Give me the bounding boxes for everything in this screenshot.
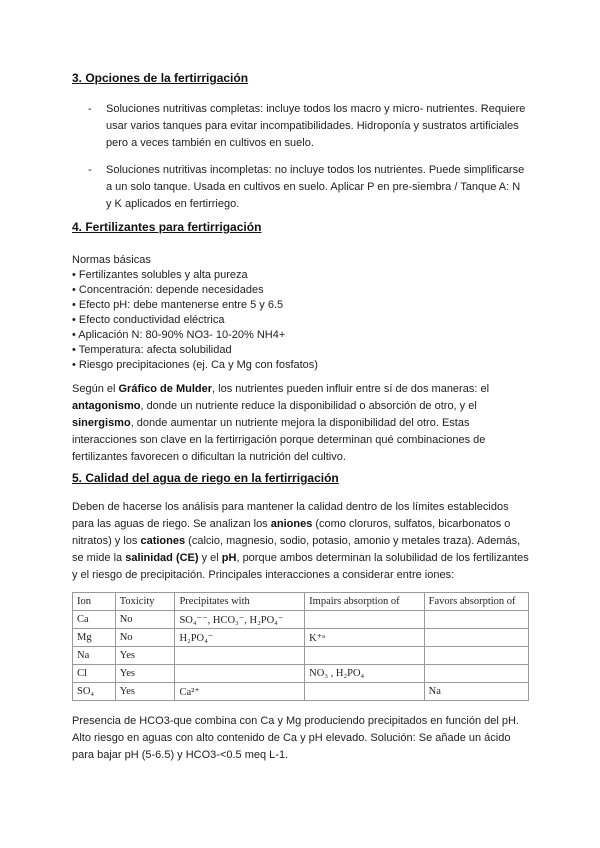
basic-rules-title: Normas básicas bbox=[72, 254, 151, 266]
column-header: Favors absorption of bbox=[424, 593, 528, 611]
list-item: • Temperatura: afecta solubilidad bbox=[72, 344, 232, 356]
column-header: Precipitates with bbox=[175, 593, 305, 611]
table-cell: Ca bbox=[73, 611, 116, 629]
table-cell: Na bbox=[73, 647, 116, 665]
bold-term: salinidad (CE) bbox=[125, 552, 199, 564]
column-header: Impairs absorption of bbox=[305, 593, 424, 611]
section4-heading: 4. Fertilizantes para fertirrigación bbox=[72, 220, 262, 234]
table-cell: No bbox=[115, 629, 175, 647]
table-cell bbox=[424, 647, 528, 665]
bold-term: sinergismo bbox=[72, 417, 131, 429]
bold-term: antagonismo bbox=[72, 400, 141, 412]
table-row bbox=[73, 647, 529, 665]
text-run: , porque ambos determinan la solubilidad de los fertilizantes y el riesgo de precipitación. Principales interacciones a considerar entre iones: bbox=[72, 552, 529, 581]
text-run: , donde aumentar un nutriente mejora la disponibilidad del otro. Estas interacciones son clave en la fertirrigación porque determinan qué combinaciones de fertilizantes favorecen o dificultan la nutrición del cultivo. bbox=[72, 417, 486, 463]
table-cell: Mg bbox=[73, 629, 116, 647]
table-cell: K⁺ᵃ bbox=[305, 629, 424, 647]
water-quality-paragraph bbox=[72, 499, 532, 584]
table-cell: No bbox=[115, 611, 175, 629]
table-cell: SO₄ bbox=[73, 683, 116, 701]
table-cell: Yes bbox=[115, 683, 175, 701]
bicarbonate-paragraph: Presencia de HCO3-que combina con Ca y Mg produciendo precipitados en función del pH. Alto riesgo en aguas con alto contenido de Ca y pH elevado. Solución: Se añade un ácido para bajar pH (5-6.5) y HCO3-<0.5 meq L-1. bbox=[72, 715, 519, 761]
text-run: Deben de hacerse los análisis para mantener la calidad dentro de los límites establecidos para las aguas de riego. Se analizan los bbox=[72, 501, 509, 530]
section3-item-text: Soluciones nutritivas completas: incluye todos los macro y micro- nutrientes. Requiere usar varios tanques para evitar incompatibilidades. Hidroponía y sustratos artificiales pero a veces también en cultivos en suelo. bbox=[106, 103, 526, 149]
bold-term: Gráfico de Mulder bbox=[118, 383, 213, 395]
text-run: , donde un nutriente reduce la disponibilidad o absorción de otro, y el bbox=[140, 400, 477, 412]
mulder-paragraph bbox=[72, 381, 532, 466]
table-cell: Yes bbox=[115, 647, 175, 665]
table-cell: H₂PO₄⁻ bbox=[175, 629, 305, 647]
section5-heading: 5. Calidad del agua de riego en la fertirrigación bbox=[72, 471, 339, 485]
list-item: • Concentración: depende necesidades bbox=[72, 284, 264, 296]
table-cell: Cl bbox=[73, 665, 116, 683]
table-row bbox=[73, 665, 529, 683]
basic-rules-list bbox=[72, 253, 318, 373]
list-item: • Riesgo precipitaciones (ej. Ca y Mg con fosfatos) bbox=[72, 359, 318, 371]
text-run: Según el bbox=[72, 383, 119, 395]
bold-term: cationes bbox=[140, 535, 186, 547]
column-header: Toxicity bbox=[115, 593, 175, 611]
list-item: • Efecto conductividad eléctrica bbox=[72, 314, 225, 326]
ion-interactions-table bbox=[72, 592, 529, 701]
text-run: y el bbox=[198, 552, 222, 564]
section3-item-incomplete bbox=[88, 162, 528, 213]
table-cell bbox=[305, 611, 424, 629]
section3-item-text: Soluciones nutritivas incompletas: no incluye todos los nutrientes. Puede simplificarse a un solo tanque. Usada en cultivos en suelo. Aplicar P en pre-siembra / Tanque A: N y K aplicados en fertirriego. bbox=[106, 164, 525, 210]
bold-term: aniones bbox=[270, 518, 313, 530]
table-cell bbox=[175, 647, 305, 665]
dash-marker: - bbox=[88, 164, 92, 176]
table-row bbox=[73, 683, 529, 701]
list-item: • Aplicación N: 80-90% NO3- 10-20% NH4+ bbox=[72, 329, 286, 341]
column-header: Ion bbox=[73, 593, 116, 611]
table-cell: SO₄⁻⁻, HCO₃⁻, H₂PO₄⁻ bbox=[175, 611, 305, 629]
table-cell: Na bbox=[424, 683, 528, 701]
table-cell: Yes bbox=[115, 665, 175, 683]
table-row bbox=[73, 629, 529, 647]
table-cell bbox=[424, 665, 528, 683]
text-run: , los nutrientes pueden influir entre sí de dos maneras: el bbox=[212, 383, 490, 395]
table-cell bbox=[305, 683, 424, 701]
table-cell: Ca²⁺ bbox=[175, 683, 305, 701]
table-cell: NO₃ , H₂PO₄ bbox=[305, 665, 424, 683]
list-item: • Fertilizantes solubles y alta pureza bbox=[72, 269, 248, 281]
bold-term: pH bbox=[221, 552, 237, 564]
list-item: • Efecto pH: debe mantenerse entre 5 y 6.5 bbox=[72, 299, 284, 311]
text-run: (como cloruros, sulfatos, bicarbonatos o nitratos) y los bbox=[72, 518, 511, 547]
table-cell bbox=[305, 647, 424, 665]
dash-marker: - bbox=[88, 103, 92, 115]
table-cell bbox=[424, 629, 528, 647]
section3-heading: 3. Opciones de la fertirrigación bbox=[72, 71, 249, 85]
table-cell bbox=[175, 665, 305, 683]
table-header-row bbox=[73, 593, 529, 611]
section3-item-complete bbox=[88, 101, 528, 152]
table-row bbox=[73, 611, 529, 629]
table-cell bbox=[424, 611, 528, 629]
text-run: (calcio, magnesio, sodio, potasio, amonio y metales traza). Además, se mide la bbox=[72, 535, 521, 564]
